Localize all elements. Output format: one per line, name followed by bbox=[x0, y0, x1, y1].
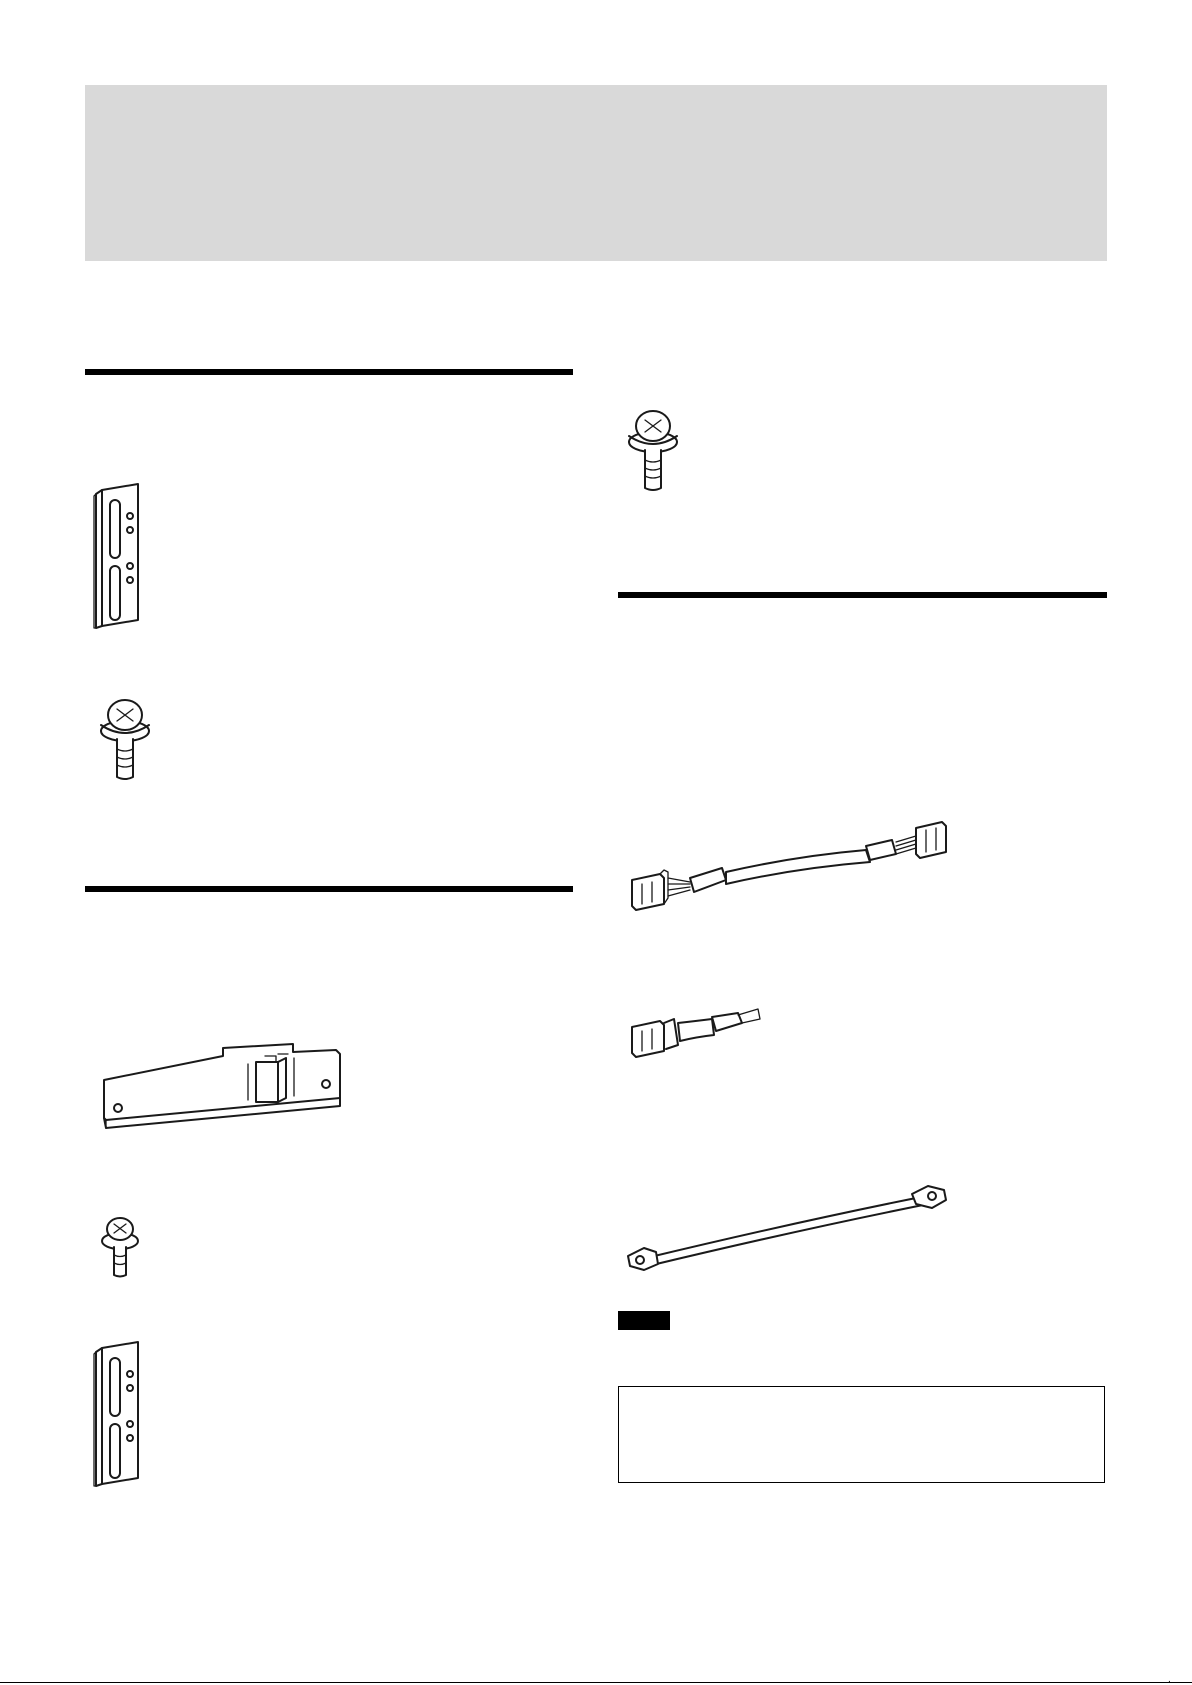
section-rule-right bbox=[618, 592, 1107, 598]
section-rule-left-top bbox=[85, 369, 573, 375]
connection-cable-icon bbox=[626, 812, 956, 917]
header-band bbox=[85, 85, 1107, 261]
note-box bbox=[618, 1386, 1105, 1483]
page-bottom-line bbox=[0, 1682, 1192, 1683]
screw-icon bbox=[98, 697, 152, 781]
cover-plate-icon bbox=[98, 1040, 358, 1140]
ground-wire-icon bbox=[626, 1182, 956, 1272]
small-screw-icon bbox=[98, 1215, 142, 1279]
corner-mark: . bbox=[1168, 1674, 1171, 1685]
section-rule-left-bottom bbox=[85, 886, 573, 892]
note-badge bbox=[618, 1311, 670, 1330]
mounting-bracket-icon-2 bbox=[88, 1340, 158, 1490]
screw-icon-right bbox=[626, 408, 680, 492]
short-cable-icon bbox=[626, 1005, 766, 1065]
mounting-bracket-icon bbox=[88, 482, 158, 632]
